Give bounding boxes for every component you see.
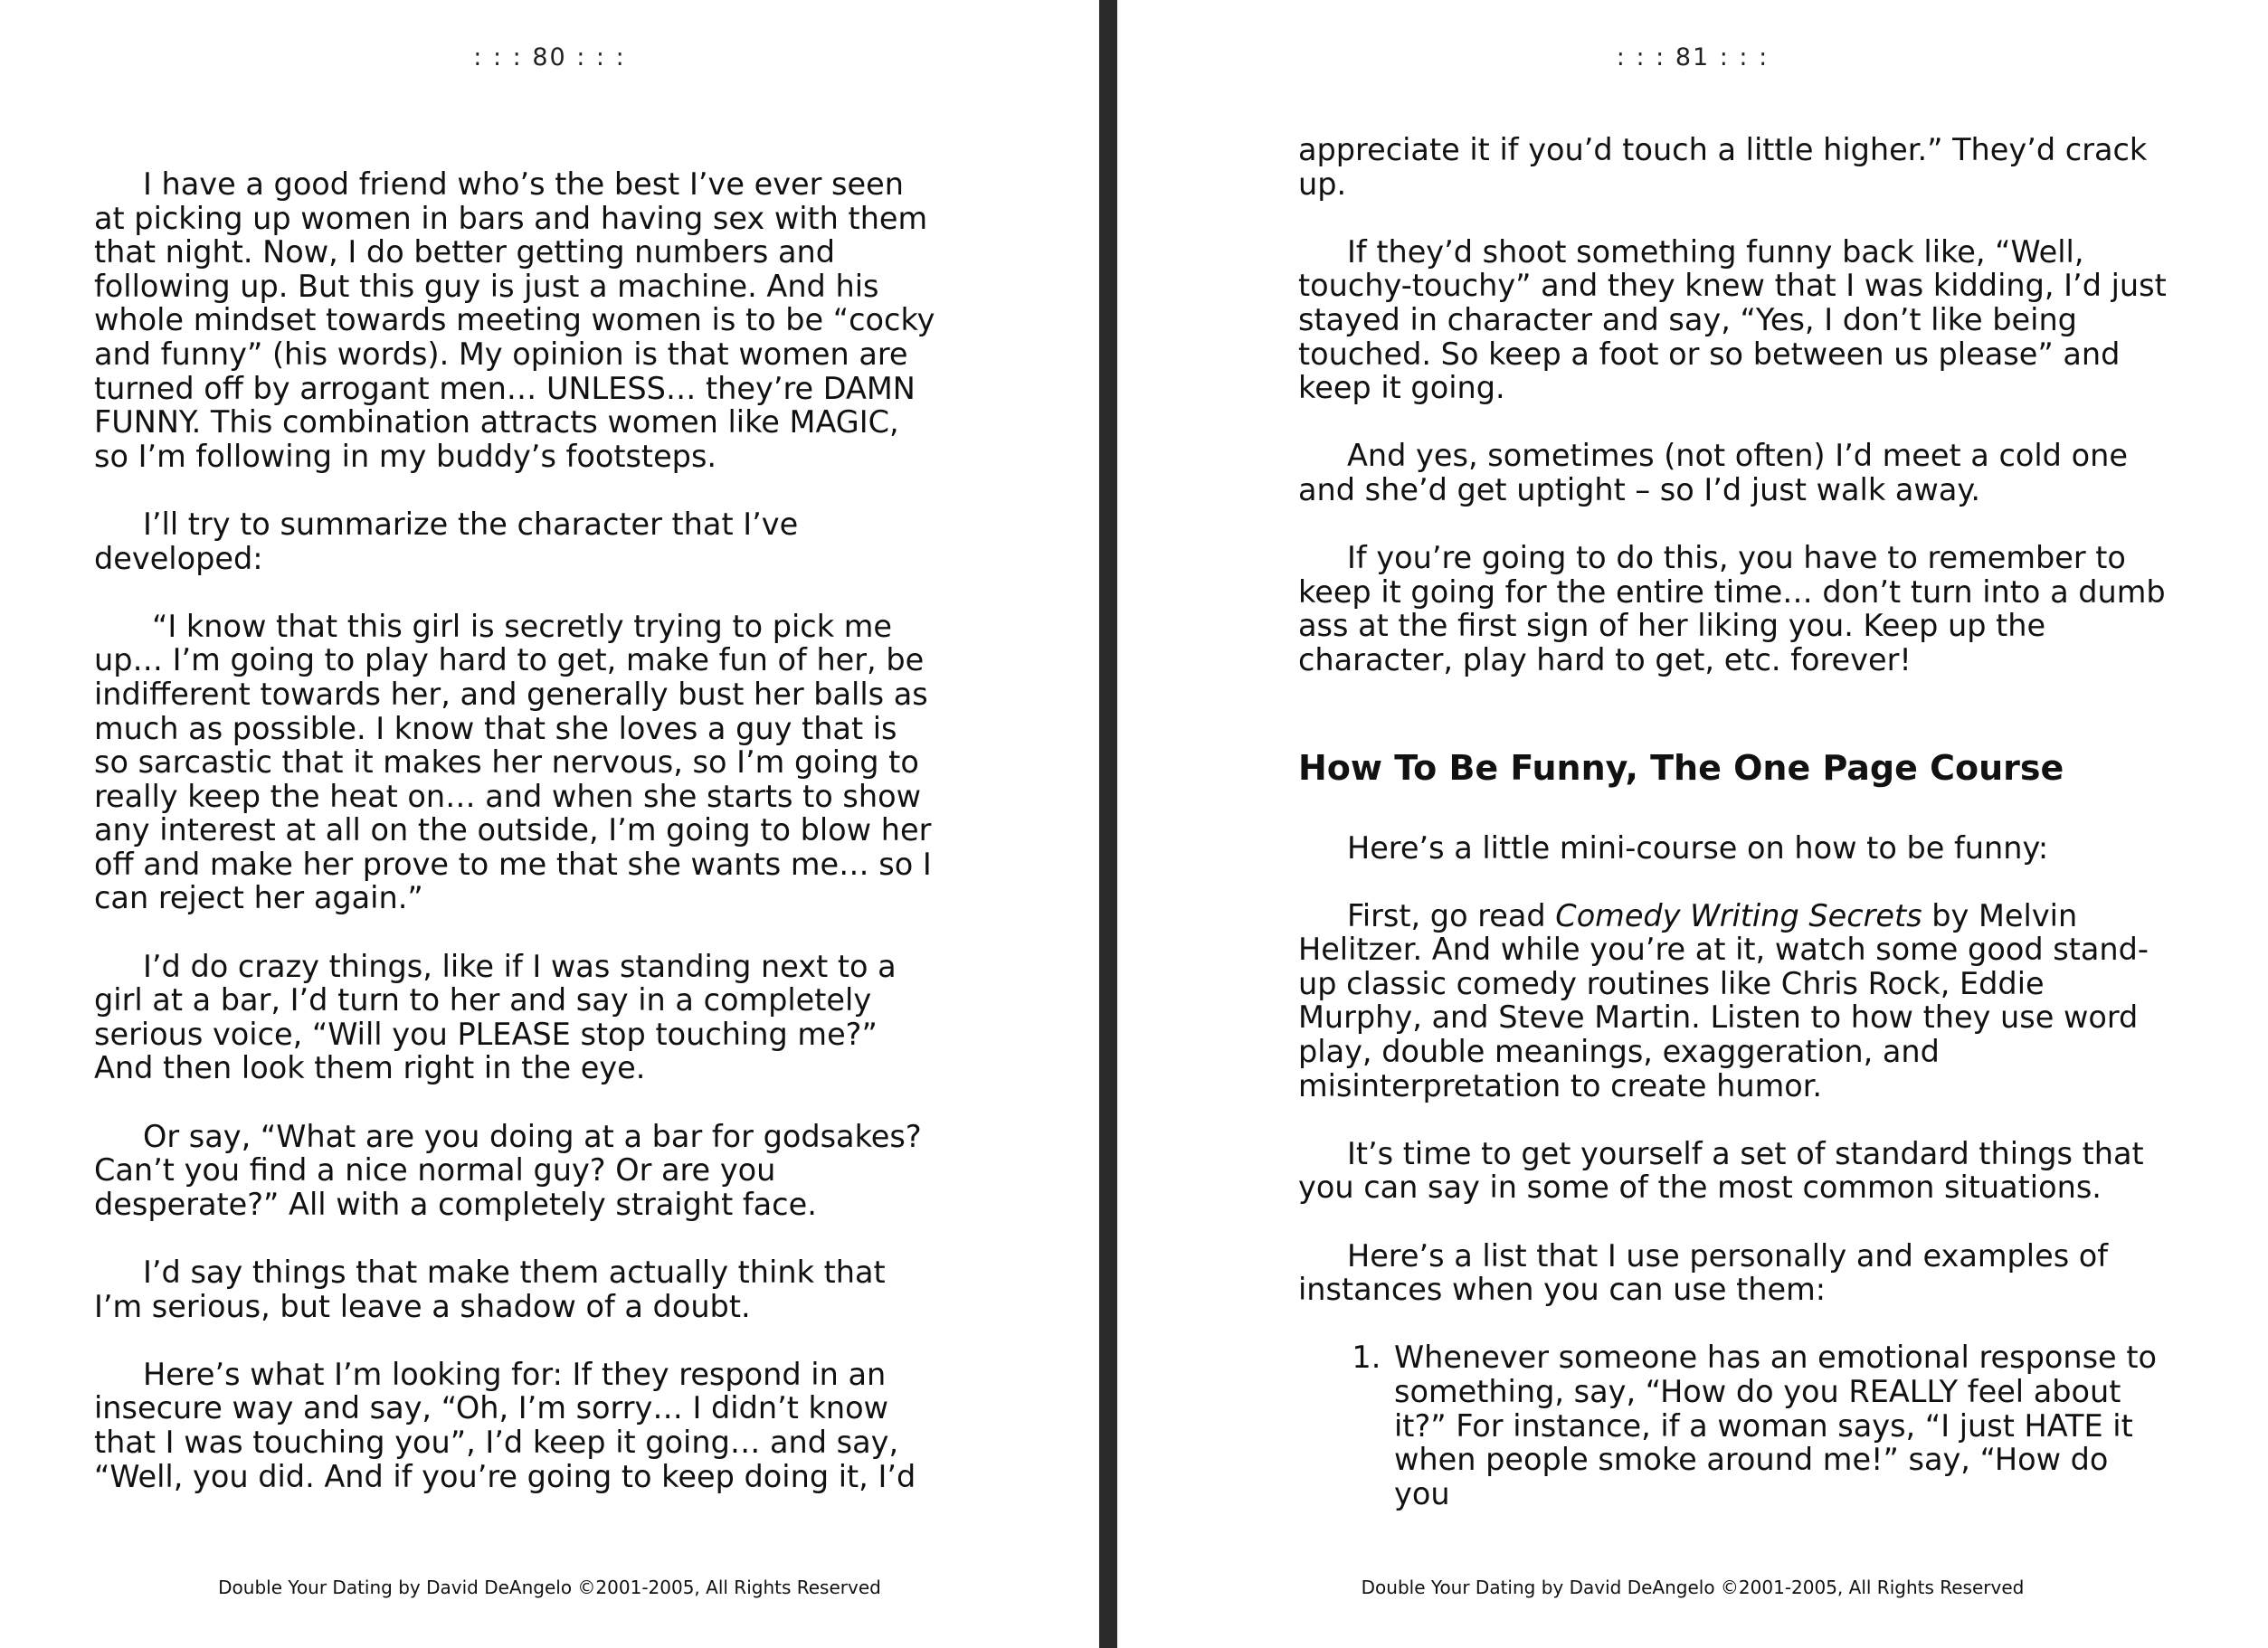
- list-item: 1. Whenever someone has an emotional response to something, say, “How do you REALLY feel about it?” For instance, if a woman says, “I just HATE it when people smoke around me!” say, “How do you: [1390, 1340, 2167, 1511]
- paragraph: I’ll try to summarize the character that I’ve developed:: [94, 506, 799, 576]
- paragraph: If they’d shoot something funny back like, “Well, touchy-touchy” and they knew that I was kidding, I’d just stayed in character and say, “Yes, I don’t like being touched. So keep a foot or so between us please” and keep it going.: [1298, 233, 2167, 406]
- paragraph: I’d say things that make them actually think that I’m serious, but leave a shadow of a doubt.: [94, 1255, 886, 1324]
- paragraph: Here’s what I’m looking for: If they respond in an insecure way and say, “Oh, I’m sorry… I didn’t know that I was touching you”, I’d keep it going… and say, “Well, you did. And if you’re going to keep doing it, I’d: [94, 1356, 916, 1494]
- page-footer: Double Your Dating by David DeAngelo ©2001-2005, All Rights Reserved: [218, 1577, 881, 1598]
- book-title: Comedy Writing Secrets: [1555, 897, 1922, 933]
- paragraph: And yes, sometimes (not often) I’d meet a cold one and she’d get uptight – so I’d just walk away.: [1298, 438, 2128, 507]
- paragraph: I’d do crazy things, like if I was standing next to a girl at a bar, I’d turn to her and say in a completely serious voice, “Will you PLEASE stop touching me?” And then look them right in the eye.: [94, 948, 897, 1086]
- right-page: [1117, 0, 2268, 1648]
- page-body: [94, 167, 935, 1528]
- continued-paragraph: appreciate it if you’d touch a little higher.” They’d crack up.: [1298, 132, 2148, 202]
- page-footer: Double Your Dating by David DeAngelo ©2001-2005, All Rights Reserved: [1361, 1577, 2025, 1598]
- paragraph: If you’re going to do this, you have to remember to keep it going for the entire time… don’t turn into a dumb ass at the first sign of her liking you. Keep up the character, play hard to get, etc. forever!: [1298, 540, 2166, 677]
- quoted-paragraph: “I know that this girl is secretly trying to pick me up… I’m going to play hard to get, make fun of her, be indifferent towards her, and generally bust her balls as much as possible. I know that she loves a guy that is so sarcastic that it makes her nervous, so I’m going to really keep the heat on… and when she starts to show any interest at all on the outside, I’m going to blow her off and make her prove to me that she wants me… so I can reject her again.”: [94, 608, 932, 916]
- paragraph: Here’s a little mini-course on how to be funny:: [1347, 829, 2049, 866]
- page-body: [1298, 133, 2167, 1511]
- text-span: First, go read: [1347, 897, 1556, 933]
- text-span: by Melvin Helitzer. And while you’re at it, watch some good stand-up classic comedy routines like Chris Rock, Eddie Murphy, and Steve Martin. Listen to how they use word play, double meanings, exaggeration, and misinterpretation to create humor.: [1298, 897, 2149, 1103]
- page-divider: [1099, 0, 1117, 1648]
- paragraph: [1298, 899, 2167, 1103]
- left-page: [0, 0, 1099, 1648]
- section-heading: How To Be Funny, The One Page Course: [1298, 747, 2064, 788]
- page-number: : : : 80 : : :: [473, 43, 626, 71]
- paragraph: I have a good friend who’s the best I’ve ever seen at picking up women in bars and having sex with them that night. Now, I do better getting numbers and following up. But this guy is just a machine. And his whole mindset towards meeting women is to be “cocky and funny” (his words). My opinion is that women are turned off by arrogant men… UNLESS… they’re DAMN FUNNY. This combination attracts women like MAGIC, so I’m following in my buddy’s footsteps.: [94, 166, 935, 474]
- page-number: : : : 81 : : :: [1616, 43, 1770, 71]
- paragraph: Or say, “What are you doing at a bar for godsakes? Can’t you find a nice normal guy? Or are you desperate?” All with a completely straight face.: [94, 1118, 922, 1222]
- numbered-list: [1298, 1340, 2167, 1511]
- paragraph: Here’s a list that I use personally and examples of instances when you can use them:: [1298, 1237, 2109, 1308]
- paragraph: It’s time to get yourself a set of standard things that you can say in some of the most common situations.: [1298, 1135, 2144, 1206]
